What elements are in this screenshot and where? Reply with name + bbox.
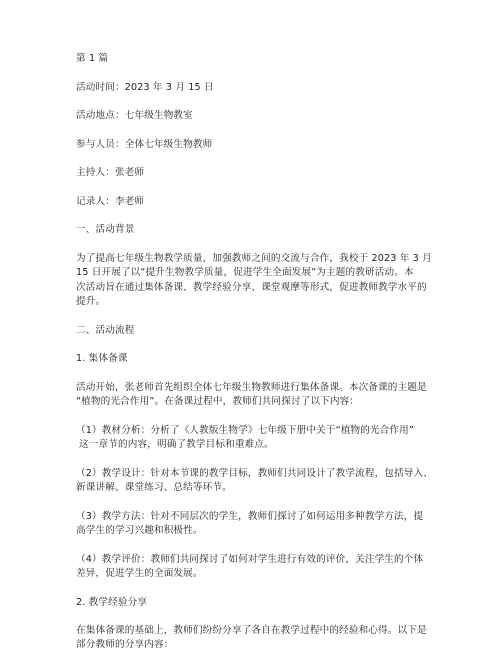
- participants: 参与人员：全体七年级生物教师: [76, 139, 213, 150]
- paragraph-line: 15 日开展了以“提升生物教学质量，促进学生全面发展”为主题的教研活动。本: [76, 267, 414, 278]
- section-heading-process: 二、活动流程: [76, 325, 135, 336]
- paragraph-line: 活动开始，张老师首先组织全体七年级生物教师进行集体备课。本次备课的主题是: [76, 382, 427, 393]
- list-item-line: 这一章节的内容，明确了教学目标和重难点。: [79, 439, 274, 450]
- recorder: 记录人：李老师: [76, 196, 145, 207]
- subsection-heading-lesson-prep: 1. 集体备课: [76, 353, 128, 364]
- list-item-line: （4）教学评价：教师们共同探讨了如何对学生进行有效的评价，关注学生的个体: [76, 554, 424, 565]
- list-item-line: 新课讲解、课堂练习、总结等环节。: [76, 482, 232, 493]
- paragraph-line: 次活动旨在通过集体备课、教学经验分享、课堂观摩等形式，促进教师教学水平的: [76, 282, 427, 293]
- list-item-line: （3）教学方法：针对不同层次的学生，教师们探讨了如何运用多种教学方法，提: [76, 511, 424, 522]
- activity-place: 活动地点：七年级生物教室: [76, 110, 193, 121]
- chapter-title: 第 1 篇: [76, 53, 109, 64]
- list-item-line: 差异，促进学生的全面发展。: [76, 568, 203, 579]
- activity-time: 活动时间：2023 年 3 月 15 日: [76, 82, 214, 93]
- paragraph-line: 为了提高七年级生物教学质量，加强教师之间的交流与合作，我校于 2023 年 3 月: [76, 253, 432, 264]
- section-heading-background: 一、活动背景: [76, 224, 135, 235]
- host: 主持人：张老师: [76, 167, 145, 178]
- list-item-line: （2）教学设计：针对本节课的教学目标，教师们共同设计了教学流程，包括导入、: [76, 468, 434, 479]
- paragraph-line: “植物的光合作用”。在备课过程中，教师们共同探讨了以下内容：: [76, 396, 360, 407]
- subsection-heading-experience: 2. 教学经验分享: [76, 597, 148, 608]
- paragraph-line: 在集体备课的基础上，教师们纷纷分享了各自在教学过程中的经验和心得。以下是: [76, 625, 427, 636]
- list-item-line: （1）教材分析：分析了《人教版生物学》七年级下册中关于“植物的光合作用”: [76, 425, 415, 436]
- list-item-line: 高学生的学习兴趣和积极性。: [76, 525, 203, 536]
- paragraph-line: 部分教师的分享内容：: [76, 639, 174, 649]
- paragraph-line: 提升。: [76, 296, 106, 307]
